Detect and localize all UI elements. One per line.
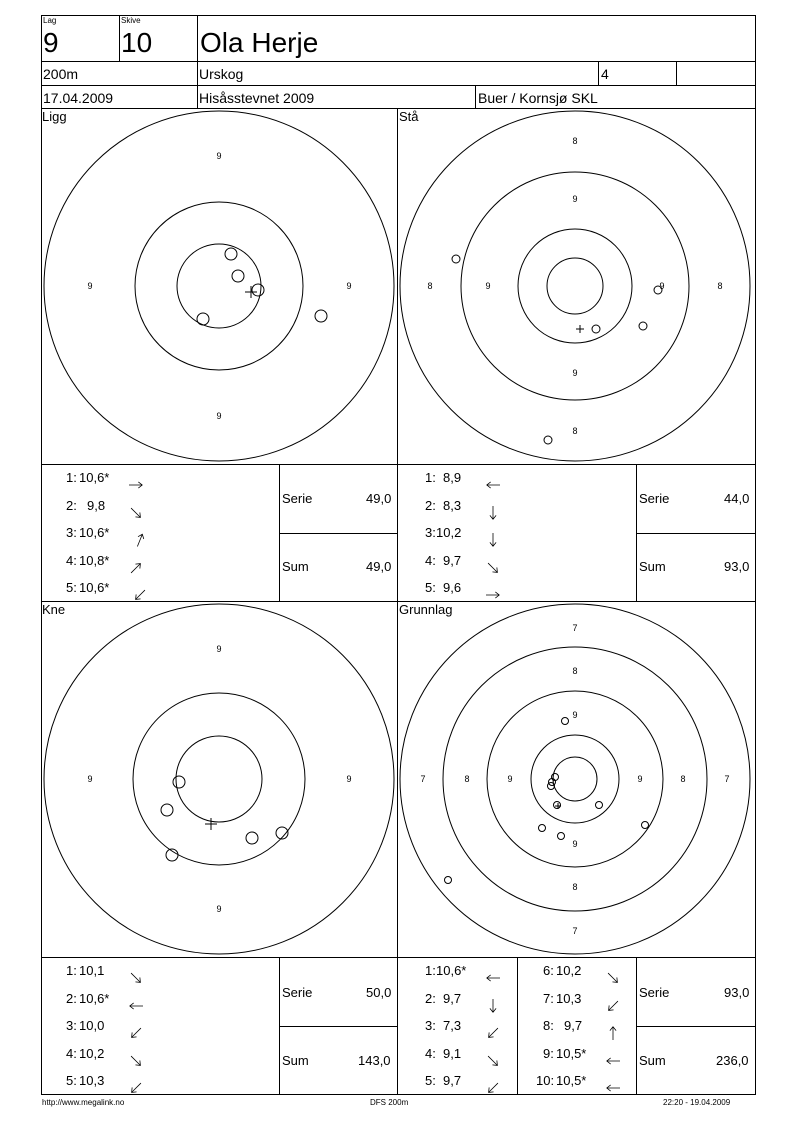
shot-score: 10,6* [79, 991, 110, 1006]
shot-hole [562, 718, 569, 725]
ring-label: 7 [572, 926, 578, 936]
shot-hole [445, 877, 452, 884]
shot-hole [639, 322, 647, 330]
ring-label: 9 [572, 368, 578, 378]
panel-title-grunnlag: Grunnlag [399, 602, 453, 617]
direction-arrow-icon [484, 506, 502, 520]
shot-number: 6: [543, 963, 554, 978]
shot-holes [197, 248, 327, 325]
serie-value-grunnlag: 93,0 [724, 985, 750, 1000]
shot-score: 10,2 [556, 963, 582, 978]
shot-score: 10,2 [436, 525, 462, 540]
sum-label-staa: Sum [639, 559, 666, 574]
direction-arrow-icon [127, 999, 145, 1013]
ring-label: 9 [659, 281, 665, 291]
ring-label: 8 [572, 666, 578, 676]
direction-arrow-icon [484, 971, 502, 985]
shot-score: 10,1 [79, 963, 105, 978]
ring-label: 9 [346, 774, 352, 784]
shot-hole [252, 284, 264, 296]
ring-label: 8 [680, 774, 686, 784]
shot-hole [554, 802, 561, 809]
direction-arrow-icon [484, 1081, 502, 1095]
shot-hole [246, 832, 258, 844]
direction-arrow-icon [604, 1081, 622, 1095]
class: 4 [601, 66, 609, 82]
panel-title-kne: Kne [42, 602, 66, 617]
direction-arrow-icon [484, 1054, 502, 1068]
ring-label: 9 [507, 774, 513, 784]
shot-hole [548, 783, 555, 790]
ring-label: 9 [216, 904, 222, 914]
target-grunnlag [397, 601, 755, 957]
shot-number: 1: [66, 963, 77, 978]
shot-number: 7: [543, 991, 554, 1006]
skive-value: 10 [121, 27, 153, 58]
ring-label: 9 [216, 151, 222, 161]
direction-arrow-icon [484, 533, 502, 547]
direction-arrow-icon [484, 1026, 502, 1040]
shot-number: 3: [66, 525, 77, 540]
sum-value-grunnlag: 236,0 [716, 1053, 749, 1068]
shooter-name: Ola Herje [200, 27, 319, 58]
ring-label: 8 [572, 882, 578, 892]
event: Hisåsstevnet 2009 [199, 90, 315, 106]
shot-score: 10,8* [79, 553, 110, 568]
distance: 200m [43, 66, 79, 82]
serie-value-kne: 50,0 [366, 985, 392, 1000]
shot-score: 10,3 [79, 1073, 105, 1088]
ring [176, 736, 262, 822]
shot-score: 10,3 [556, 991, 582, 1006]
shot-number: 3: [425, 525, 436, 540]
ring-label: 9 [485, 281, 491, 291]
shot-hole [642, 822, 649, 829]
ring-label: 8 [572, 136, 578, 146]
ring [44, 604, 394, 954]
shot-score: 9,7 [443, 553, 462, 568]
shot-hole [225, 248, 237, 260]
shot-hole [558, 833, 565, 840]
shot-hole [596, 802, 603, 809]
shot-score: 10,5* [556, 1046, 587, 1061]
panel-title-staa: Stå [399, 109, 419, 124]
sum-value-kne: 143,0 [358, 1053, 391, 1068]
ring-label: 8 [572, 426, 578, 436]
direction-arrow-icon [131, 533, 149, 547]
direction-arrow-icon [604, 999, 622, 1013]
lag-label: Lag [43, 16, 57, 25]
direction-arrow-icon [484, 478, 502, 492]
shot-score: 9,7 [443, 991, 462, 1006]
shot-score: 9,7 [443, 1073, 462, 1088]
direction-arrow-icon [127, 1026, 145, 1040]
shot-score: 10,2 [79, 1046, 105, 1061]
sum-value-staa: 93,0 [724, 559, 750, 574]
serie-value-staa: 44,0 [724, 491, 750, 506]
shot-hole [452, 255, 460, 263]
direction-arrow-icon [484, 561, 502, 575]
shot-score: 8,3 [443, 498, 462, 513]
ring [44, 111, 394, 461]
direction-arrow-icon [604, 1026, 622, 1040]
shot-hole [539, 825, 546, 832]
serie-label-kne: Serie [282, 985, 313, 1000]
direction-arrow-icon [127, 1054, 145, 1068]
shot-number: 4: [66, 553, 77, 568]
direction-arrow-icon [131, 588, 149, 602]
date: 17.04.2009 [43, 90, 114, 106]
ring-label: 9 [572, 194, 578, 204]
ring-label: 8 [464, 774, 470, 784]
shot-number: 4: [66, 1046, 77, 1061]
ring-label: 9 [346, 281, 352, 291]
ring [461, 172, 689, 400]
ring [135, 202, 303, 370]
shot-number: 9: [543, 1046, 554, 1061]
shot-number: 1: [66, 470, 77, 485]
ring [547, 258, 603, 314]
shot-number: 3: [66, 1018, 77, 1033]
direction-arrow-icon [127, 971, 145, 985]
shot-score: 10,5* [556, 1073, 587, 1088]
shot-hole [232, 270, 244, 282]
footer-timestamp: 22:20 - 19.04.2009 [663, 1098, 731, 1107]
organizer: Buer / Kornsjø SKL [478, 90, 598, 106]
shot-score: 10,6* [79, 580, 110, 595]
center-mark [576, 325, 584, 333]
shot-hole [197, 313, 209, 325]
direction-arrow-icon [484, 999, 502, 1013]
ring-label: 9 [87, 774, 93, 784]
ring-label: 8 [717, 281, 723, 291]
shot-score: 7,3 [443, 1018, 462, 1033]
shot-number: 5: [425, 1073, 436, 1088]
shot-number: 2: [66, 991, 77, 1006]
ring [553, 757, 597, 801]
shot-score: 8,9 [443, 470, 462, 485]
footer-program: DFS 200m [370, 1098, 409, 1107]
shot-hole [315, 310, 327, 322]
ring [518, 229, 632, 343]
ring-label: 9 [87, 281, 93, 291]
ring [133, 693, 305, 865]
club: Urskog [199, 66, 244, 82]
shot-hole [592, 325, 600, 333]
ring-label: 9 [216, 411, 222, 421]
serie-value-ligg: 49,0 [366, 491, 392, 506]
shot-score: 10,6* [436, 963, 467, 978]
skive-label: Skive [121, 16, 141, 25]
panel-title-ligg: Ligg [42, 109, 67, 124]
shot-number: 8: [543, 1018, 554, 1033]
shot-number: 2: [66, 498, 77, 513]
ring-label: 9 [637, 774, 643, 784]
direction-arrow-icon [127, 1081, 145, 1095]
lag-value: 9 [43, 27, 59, 58]
serie-label-grunnlag: Serie [639, 985, 670, 1000]
shot-number: 4: [425, 553, 436, 568]
ring [531, 735, 619, 823]
footer-url[interactable]: http://www.megalink.no [42, 1098, 125, 1107]
target-kne [41, 601, 397, 957]
shot-hole [173, 776, 185, 788]
ring-label: 7 [420, 774, 426, 784]
shot-score: 9,7 [564, 1018, 583, 1033]
shot-number: 5: [66, 580, 77, 595]
serie-label-ligg: Serie [282, 491, 313, 506]
shot-number: 4: [425, 1046, 436, 1061]
direction-arrow-icon [127, 506, 145, 520]
ring [400, 111, 750, 461]
shot-number: 2: [425, 991, 436, 1006]
direction-arrow-icon [127, 478, 145, 492]
ring-label: 9 [572, 839, 578, 849]
shot-number: 1: [425, 963, 436, 978]
target-ligg [41, 108, 397, 464]
sum-label-kne: Sum [282, 1053, 309, 1068]
shot-number: 3: [425, 1018, 436, 1033]
shot-number: 5: [425, 580, 436, 595]
shot-hole [161, 804, 173, 816]
shot-score: 9,1 [443, 1046, 462, 1061]
shot-score: 9,8 [87, 498, 106, 513]
ring-label: 7 [572, 623, 578, 633]
shot-score: 9,6 [443, 580, 462, 595]
direction-arrow-icon [484, 588, 502, 602]
shot-number: 1: [425, 470, 436, 485]
shot-score: 10,6* [79, 470, 110, 485]
ring-label: 8 [427, 281, 433, 291]
shot-holes [452, 255, 665, 444]
shot-holes [161, 776, 288, 861]
sum-label-grunnlag: Sum [639, 1053, 666, 1068]
shot-hole [544, 436, 552, 444]
direction-arrow-icon [604, 1054, 622, 1068]
ring [443, 647, 707, 911]
sum-value-ligg: 49,0 [366, 559, 392, 574]
shot-score: 10,6* [79, 525, 110, 540]
ring-label: 9 [216, 644, 222, 654]
serie-label-staa: Serie [639, 491, 670, 506]
shot-number: 10: [536, 1073, 555, 1088]
shot-score: 10,0 [79, 1018, 105, 1033]
direction-arrow-icon [604, 971, 622, 985]
shot-holes [445, 718, 649, 884]
ring [400, 604, 750, 954]
shot-number: 5: [66, 1073, 77, 1088]
direction-arrow-icon [127, 561, 145, 575]
ring [177, 244, 261, 328]
target-staa [397, 108, 755, 464]
sum-label-ligg: Sum [282, 559, 309, 574]
ring-label: 7 [724, 774, 730, 784]
ring-label: 9 [572, 710, 578, 720]
shot-number: 2: [425, 498, 436, 513]
center-mark [245, 286, 257, 298]
